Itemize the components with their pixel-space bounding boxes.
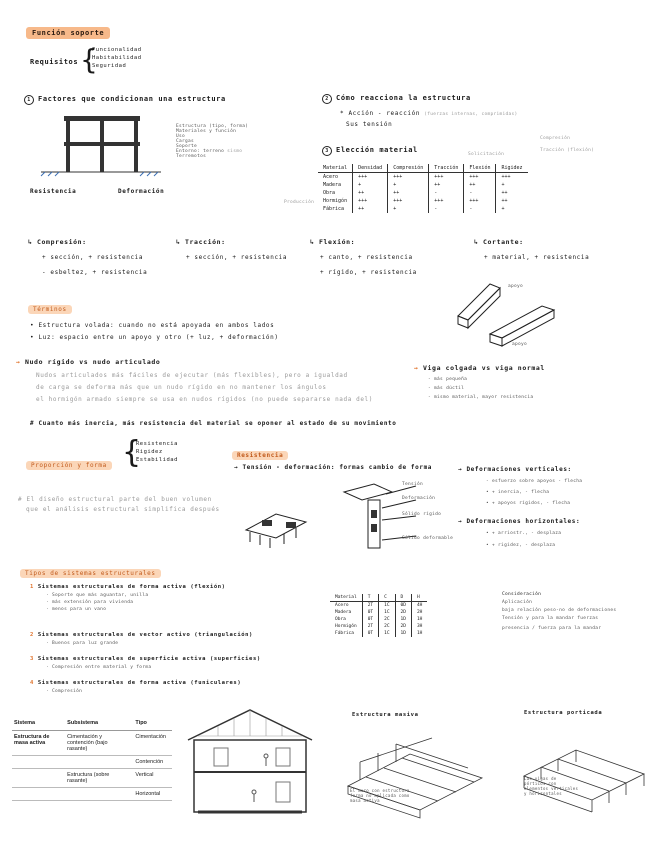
side-note: Compresión xyxy=(540,136,571,141)
viga-heading: → Viga colgada vs viga normal xyxy=(414,364,545,372)
solicitacion-note: Solicitación xyxy=(468,152,505,157)
deform-line: • + inercia, - flecha xyxy=(486,490,550,495)
force-flexion: ↳ Flexión: + canto, + resistencia + rígido, + resistencia xyxy=(310,238,417,276)
diseno-line: que el análisis estructural simplifica después xyxy=(26,506,220,513)
table-row: Fábrica ++ + - - + xyxy=(318,205,528,213)
tipos-title: Tipos de sistemas estructurales xyxy=(20,560,161,579)
cortante-label: apoyo xyxy=(512,342,528,347)
terminos-line: • Estructura volada: cuando no está apoyada en ambos lados xyxy=(30,322,275,329)
section-2-heading: 2 Cómo reacciona la estructura xyxy=(322,94,471,104)
page-title: Función soporte xyxy=(26,20,110,39)
table-header-row: Material Densidad Compresión Tracción Flexión Rigidez xyxy=(318,164,528,173)
resistencia-label: Resistencia xyxy=(30,188,77,195)
diagram-label: Sólido rígido xyxy=(402,512,442,517)
force-cortante: ↳ Cortante: + material, + resistencia xyxy=(474,238,590,261)
diagram-label: Deformación xyxy=(402,496,436,501)
brace-icon: { xyxy=(80,43,98,76)
force-traccion: ↳ Tracción: + sección, + resistencia xyxy=(176,238,288,261)
viga-line: - más pequeña xyxy=(428,377,468,382)
tipos-item: 2 Sistemas estructurales de vector activo (triangulación) · Buenos para luz grande xyxy=(30,632,253,646)
tipos-item: 3 Sistemas estructurales de superficie activa (superficies) · Compresión entre material y forma xyxy=(30,656,261,670)
table-row: Hormigón +++ +++ +++ +++ ++ xyxy=(318,197,528,205)
deform-line: • + rigidez, - desplaza xyxy=(486,543,556,548)
deformation-diagram-icon xyxy=(236,478,436,558)
table-row: Fábrica 0T 1C 1D 1H xyxy=(330,630,427,637)
s2-line: * Acción - reacción (fuerzas internas, comprimidas) xyxy=(340,110,518,117)
table-row: Contención xyxy=(12,756,172,769)
s2-line: Sus tensión xyxy=(346,121,393,128)
nudo-line: de carga se deforma más que un nudo rígido en no mantener los ángulos xyxy=(36,384,327,391)
deform-line: • + apoyos rígidos, - flecha xyxy=(486,501,571,506)
list-item: Rigidez xyxy=(136,449,163,455)
material-table xyxy=(318,164,528,213)
diagram-label: Sólido deformable xyxy=(402,536,454,541)
diseno-line: # El diseño estructural parte del buen volumen xyxy=(18,496,212,503)
table-row: Madera 0T 1C 2D 2H xyxy=(330,609,427,616)
list-item: Seguridad xyxy=(92,63,127,69)
table-header-row: Material T C D H xyxy=(330,594,427,602)
viga-line: - mismo material, mayor resistencia xyxy=(428,395,534,400)
force-compresion: ↳ Compresión: + sección, + resistencia - esbeltez, + resistencia xyxy=(28,238,148,276)
section-3-heading: 3 Elección material xyxy=(322,146,418,156)
terminos-line: • Luz: espacio entre un apoyo y otro (+ luz, + deformación) xyxy=(30,334,279,341)
proporcion-title: Proporción y forma xyxy=(26,452,112,471)
house-section-icon xyxy=(178,706,322,816)
table-header-row: Sistema Subsistema Tipo xyxy=(12,718,172,731)
iso2-caption: Las vigas de pórticos con elementos verticales y horizontales xyxy=(524,776,579,796)
factor-labels: Estructura (tipo, forma) Materiales y función Uso Cargas Soporte Entorno: terreno sismo Terremotos xyxy=(176,124,249,159)
consideracion-block: Consideración Aplicación baja relación peso-no de deformaciones Tensión y para la mandar fuerzas presencia / fuerza para la mandar xyxy=(502,592,617,631)
iso1-caption: El muro con estructura forma no aplicada como masa activa xyxy=(350,788,410,803)
table-row: Acero +++ +++ +++ +++ +++ xyxy=(318,173,528,182)
deform-h-heading: → Deformaciones horizontales: xyxy=(458,518,581,525)
mass-structure-icon xyxy=(340,724,490,824)
iso2-title: Estructura porticada xyxy=(524,710,603,716)
list-item: Funcionalidad xyxy=(92,47,142,53)
table-row: Madera + + ++ ++ + xyxy=(318,181,528,189)
diagram-label: Tensión xyxy=(402,482,424,487)
requisitos-label: Requisitos xyxy=(30,58,79,66)
list-item: Habitabilidad xyxy=(92,55,142,61)
table-row: Horizontal xyxy=(12,788,172,801)
tension-line: → Tensión - deformación: formas cambio de forma xyxy=(234,464,432,471)
system-table xyxy=(12,718,172,801)
iso1-title: Estructura masiva xyxy=(352,712,419,718)
table-row: Estructura (sobre rasante) Vertical xyxy=(12,769,172,788)
proporcion-list xyxy=(136,440,178,464)
frame-structure-icon xyxy=(514,722,650,826)
terminos-title: Términos xyxy=(28,296,72,315)
viga-line: - más dúctil xyxy=(428,386,465,391)
deformacion-label: Deformación xyxy=(118,188,165,195)
table-row: Hormigón 2T 2C 2D 3H xyxy=(330,623,427,630)
deform-v-heading: → Deformaciones verticales: xyxy=(458,466,572,473)
table-row: Obra 0T 2C 1D 1H xyxy=(330,616,427,623)
tipos-item: 4 Sistemas estructurales de forma activa (funiculares) · Compresión xyxy=(30,680,242,694)
material-table-2 xyxy=(330,594,427,637)
requisitos-list xyxy=(92,46,142,70)
deform-line: • + arriostr., - desplaza xyxy=(486,531,562,536)
brace-icon: { xyxy=(122,435,142,470)
inercia-note: # Cuanto más inercia, más resistencia del material se oponer al estado de su movimiento xyxy=(30,420,397,427)
cortante-label: apoyo xyxy=(508,284,524,289)
side-note: Tracción (flexión) xyxy=(540,148,595,153)
list-item: Estabilidad xyxy=(136,457,178,463)
list-item: Resistencia xyxy=(136,441,178,447)
nudo-line: el hormigón armado siempre se usa en nudos rígidos (no puede separarse nada del) xyxy=(36,396,373,403)
produccion-note: Producción xyxy=(284,200,315,205)
section-1-heading: 1 Factores que condicionan una estructura xyxy=(24,95,226,105)
tipos-item: 1 Sistemas estructurales de forma activa (flexión) · Soporte que más aguantar, unilla · más extensión para vivienda · menos para un vano xyxy=(30,584,226,612)
deform-line: - esfuerzo sobre apoyos - flecha xyxy=(486,479,583,484)
nudo-heading: → Nudo rígido vs nudo articulado xyxy=(16,358,161,366)
structure-frame-icon xyxy=(36,110,166,190)
table-row: Obra ++ ++ - - ++ xyxy=(318,189,528,197)
table-row: Acero 2T 1C 0D 4H xyxy=(330,602,427,610)
table-row: Estructura de masa activa Cimentación y contención (bajo rasante) Cimentación xyxy=(12,731,172,756)
resistencia-title: Resistencia xyxy=(232,442,288,461)
nudo-line: Nudos articulados más fáciles de ejecutar (más flexibles), pero a igualdad xyxy=(36,372,348,379)
